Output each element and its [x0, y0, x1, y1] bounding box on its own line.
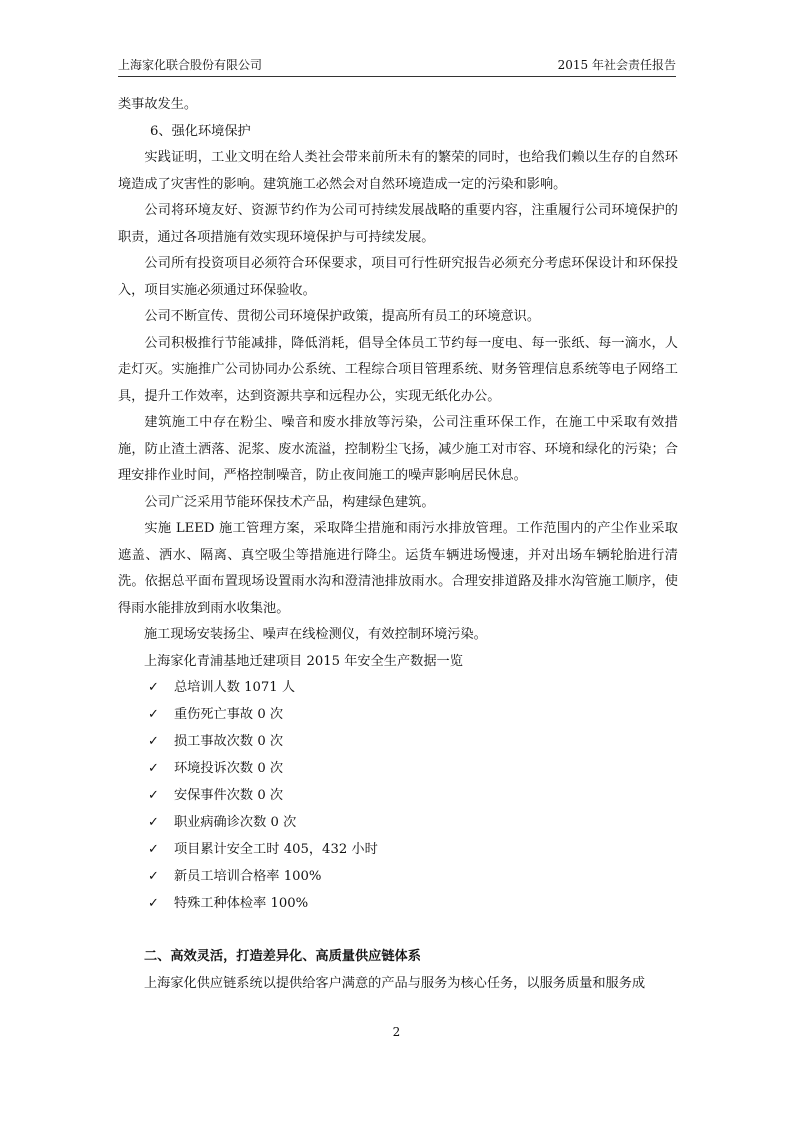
spacer [118, 918, 678, 944]
list-item-text: 新员工培训合格率 100% [174, 869, 322, 884]
list-item-text: 项目累计安全工时 405，432 小时 [174, 842, 378, 857]
list-item-text: 特殊工种体检率 100% [174, 896, 309, 911]
paragraph: 公司不断宣传、贯彻公司环境保护政策，提高所有员工的环境意识。 [144, 309, 541, 324]
list-item [118, 864, 678, 891]
paragraph: 施工现场安装扬尘、噪声在线检测仪，有效控制环境污染。 [144, 627, 487, 642]
list-item [118, 756, 678, 783]
safety-data-checklist [118, 675, 678, 918]
paragraph: 实施 LEED 施工管理方案，采取降尘措施和雨污水排放管理。工作范围内的产尘作业采取遮盖、洒水、隔离、真空吸尘等措施进行降尘。运货车辆进场慢速，并对出场车辆轮胎进行清洗。依据总平面布置现场设置雨水沟和澄清池排放雨水。合理安排道路及排水沟管施工顺序，使得雨水能排放到雨水收集池。 [118, 521, 678, 616]
list-item [118, 891, 678, 918]
paragraph: 类事故发生。 [118, 97, 198, 112]
paragraph: 公司所有投资项目必须符合环保要求，项目可行性研究报告必须充分考虑环保设计和环保投入，项目实施必须通过环保验收。 [118, 256, 678, 298]
list-item-text: 环境投诉次数 0 次 [174, 761, 284, 776]
data-list-title: 上海家化青浦基地迁建项目 2015 年安全生产数据一览 [144, 653, 463, 669]
list-item [118, 837, 678, 864]
list-item-text: 损工事故次数 0 次 [174, 734, 284, 749]
section-heading: 二、高效灵活，打造差异化、高质量供应链体系 [144, 949, 421, 964]
list-item-text: 职业病确诊次数 0 次 [174, 815, 297, 830]
check-icon: ✓ [148, 680, 159, 695]
paragraph: 上海家化供应链系统以提供给客户满意的产品与服务为核心任务，以服务质量和服务成 [144, 975, 646, 991]
paragraph: 公司将环境友好、资源节约作为公司可持续发展战略的重要内容，注重履行公司环境保护的职责，通过各项措施有效实现环境保护与可持续发展。 [118, 203, 678, 245]
paragraph: 建筑施工中存在粉尘、噪音和废水排放等污染，公司注重环保工作，在施工中采取有效措施，防止渣土洒落、泥浆、废水流溢，控制粉尘飞扬，减少施工对市容、环境和绿化的污染；合理安排作业时间，严格控制噪音，防止夜间施工的噪声影响居民休息。 [118, 415, 678, 483]
check-icon: ✓ [148, 869, 159, 884]
list-item-text: 安保事件次数 0 次 [174, 788, 284, 803]
page-body [118, 92, 678, 997]
check-icon: ✓ [148, 761, 159, 776]
list-item [118, 675, 678, 702]
check-icon: ✓ [148, 734, 159, 749]
list-item [118, 702, 678, 729]
check-icon: ✓ [148, 707, 159, 722]
page-header [118, 52, 676, 77]
list-item-text: 总培训人数 1071 人 [174, 680, 296, 695]
paragraph: 公司积极推行节能减排，降低消耗，倡导全体员工节约每一度电、每一张纸、每一滴水，人走灯灭。实施推广公司协同办公系统、工程综合项目管理系统、财务管理信息系统等电子网络工具，提升工作效率，达到资源共享和远程办公，实现无纸化办公。 [118, 335, 678, 404]
check-icon: ✓ [148, 788, 159, 803]
paragraph: 公司广泛采用节能环保技术产品，构建绿色建筑。 [144, 494, 435, 510]
page-number: 2 [392, 1025, 401, 1039]
header-report-title: 2015 年社会责任报告 [557, 58, 676, 72]
check-icon: ✓ [148, 842, 159, 857]
paragraph: 实践证明，工业文明在给人类社会带来前所未有的繁荣的同时，也给我们赖以生存的自然环境造成了灾害性的影响。建筑施工必然会对自然环境造成一定的污染和影响。 [118, 150, 678, 192]
list-item-text: 重伤死亡事故 0 次 [174, 707, 284, 722]
check-icon: ✓ [148, 815, 159, 830]
list-item [118, 783, 678, 810]
subheading: 6、强化环境保护 [150, 123, 251, 139]
header-company: 上海家化联合股份有限公司 [118, 58, 263, 72]
check-icon: ✓ [148, 896, 159, 911]
list-item [118, 810, 678, 837]
list-item [118, 729, 678, 756]
